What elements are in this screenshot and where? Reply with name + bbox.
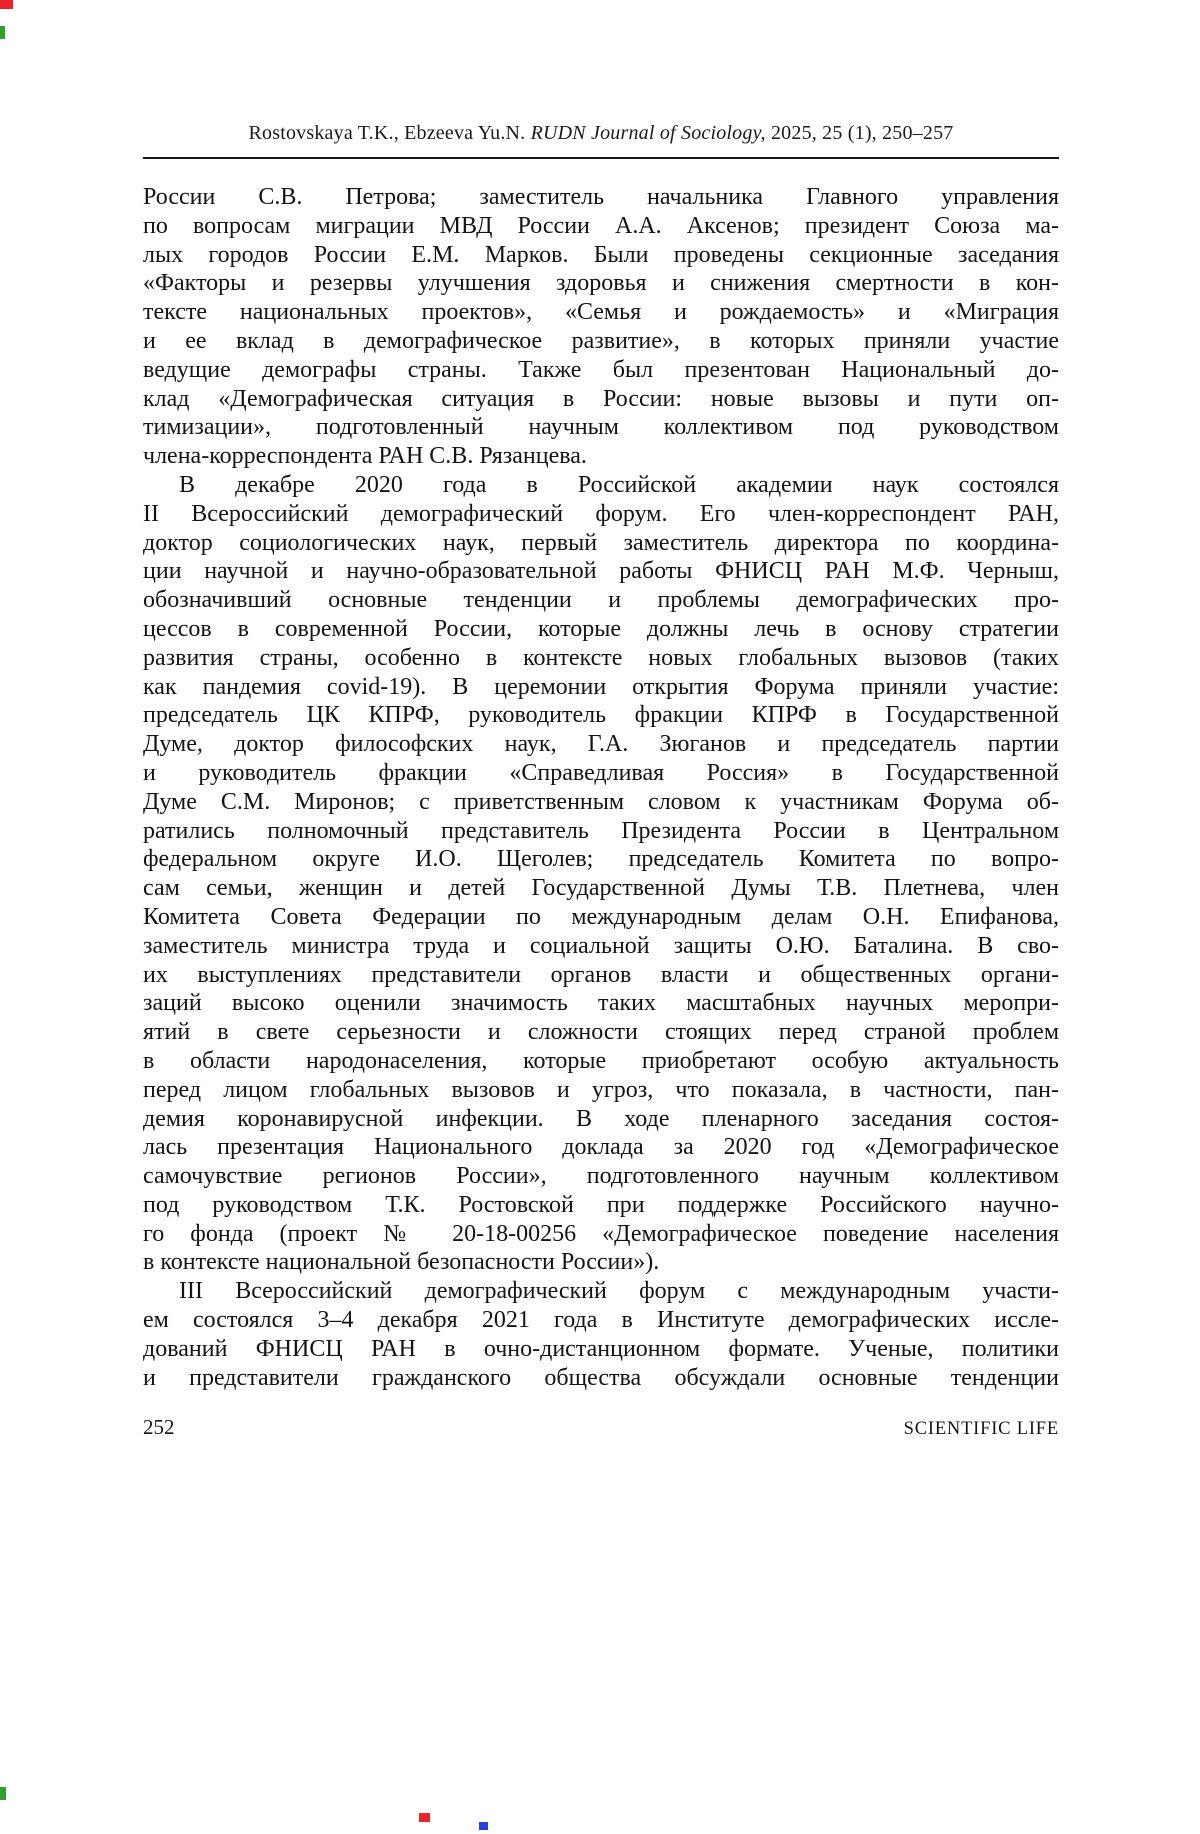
text-line: «Факторы и резервы улучшения здоровья и снижения смертности в кон- (143, 270, 1059, 297)
text-line: заций высоко оценили значимость таких масштабных научных меропри- (143, 990, 1059, 1017)
fiducial-marker-green-top (0, 26, 5, 39)
text-line: ведущие демографы страны. Также был презентован Национальный до- (143, 356, 1059, 383)
text-line: обозначивший основные тенденции и проблемы демографических про- (143, 587, 1059, 614)
text-line: как пандемия covid-19). В церемонии открытия Форума приняли участие: (143, 673, 1059, 700)
text-line: развития страны, особенно в контексте новых глобальных вызовов (таких (143, 644, 1059, 671)
text-line: председатель ЦК КПРФ, руководитель фракции КПРФ в Государственной (143, 702, 1059, 729)
fiducial-marker-red-top (0, 0, 13, 9)
fiducial-marker-green-bottom (0, 1787, 6, 1800)
text-line: Думе, доктор философских наук, Г.А. Зюганов и председатель партии (143, 731, 1059, 758)
running-head (143, 121, 1059, 145)
paragraph (143, 183, 1059, 471)
text-line: сам семьи, женщин и детей Государственной Думы Т.В. Плетнева, член (143, 875, 1059, 902)
text-line: ции научной и научно-образовательной работы ФНИСЦ РАН М.Ф. Черныш, (143, 558, 1059, 585)
text-line: Думе С.М. Миронов; с приветственным словом к участникам Форума об- (143, 788, 1059, 815)
text-line: В декабре 2020 года в Российской академии наук состоялся (179, 471, 1059, 498)
text-line: ратились полномочный представитель Президента России в Центральном (143, 817, 1059, 844)
text-line: демия коронавирусной инфекции. В ходе пленарного заседания состоя- (143, 1105, 1059, 1132)
text-line: по вопросам миграции МВД России А.А. Аксенов; президент Союза ма- (143, 212, 1059, 239)
text-line: тимизации», подготовленный научным коллективом под руководством (143, 414, 1059, 441)
header-rule (143, 157, 1059, 159)
running-head-authors: Rostovskaya T.K., Ebzeeva Yu.N. (248, 122, 531, 144)
text-line: дований ФНИСЦ РАН в очно-дистанционном формате. Ученые, политики (143, 1335, 1059, 1362)
text-line: в контексте национальной безопасности России»). (143, 1249, 660, 1276)
text-line: ем состоялся 3–4 декабря 2021 года в Институте демографических иссле- (143, 1307, 1059, 1334)
paragraph (143, 1277, 1059, 1392)
text-line: в области народонаселения, которые приобретают особую актуальность (143, 1047, 1059, 1074)
text-column (143, 0, 1059, 1392)
text-line: II Всероссийский демографический форум. Его член-корреспондент РАН, (143, 500, 1059, 527)
page-number: 252 (143, 1415, 175, 1439)
text-line: цессов в современной России, которые должны лечь в основу стратегии (143, 615, 1059, 642)
text-line: клад «Демографическая ситуация в России: новые вызовы и пути оп- (143, 385, 1059, 412)
text-line: го фонда (проект № 20-18-00256 «Демографическое поведение населения (143, 1220, 1059, 1247)
text-line: России С.В. Петрова; заместитель начальника Главного управления (143, 184, 1059, 210)
text-line: лых городов России Е.М. Марков. Были проведены секционные заседания (143, 241, 1059, 268)
text-line: члена-корреспондента РАН С.В. Рязанцева. (143, 443, 587, 470)
running-head-journal-title: RUDN Journal of Sociology, (530, 122, 766, 144)
footer-section-label: SCIENTIFIC LIFE (903, 1419, 1059, 1439)
fiducial-marker-red-bottom (419, 1813, 430, 1822)
text-line: федеральном округе И.О. Щеголев; председатель Комитета по вопро- (143, 846, 1059, 873)
text-line: доктор социологических наук, первый заместитель директора по координа- (143, 529, 1059, 556)
running-head-issue-info: 2025, 25 (1), 250–257 (765, 122, 954, 144)
paragraph (143, 471, 1059, 1277)
text-line: тексте национальных проектов», «Семья и рождаемость» и «Миграция (143, 299, 1059, 326)
text-line: под руководством Т.К. Ростовской при поддержке Российского научно- (143, 1191, 1059, 1218)
text-line: и руководитель фракции «Справедливая Россия» в Государственной (143, 759, 1059, 786)
text-line: и представители гражданского общества обсуждали основные тенденции (143, 1364, 1059, 1391)
article-body (143, 183, 1059, 1392)
fiducial-marker-blue-bottom (479, 1822, 488, 1830)
text-line: самочувствие регионов России», подготовленного научным коллективом (143, 1163, 1059, 1190)
text-line: перед лицом глобальных вызовов и угроз, что показала, в частности, пан- (143, 1076, 1059, 1103)
text-line: Комитета Совета Федерации по международным делам О.Н. Епифанова, (143, 903, 1059, 930)
text-line: III Всероссийский демографический форум с международным участи- (179, 1278, 1059, 1305)
page-footer (143, 1415, 1059, 1440)
text-line: ятий в свете серьезности и сложности стоящих перед страной проблем (143, 1019, 1059, 1046)
text-line: и ее вклад в демографическое развитие», в которых приняли участие (143, 327, 1059, 354)
text-line: заместитель министра труда и социальной защиты О.Ю. Баталина. В сво- (143, 932, 1059, 959)
text-line: лась презентация Национального доклада за 2020 год «Демографическое (143, 1134, 1059, 1161)
text-line: их выступлениях представители органов власти и общественных органи- (143, 961, 1059, 988)
